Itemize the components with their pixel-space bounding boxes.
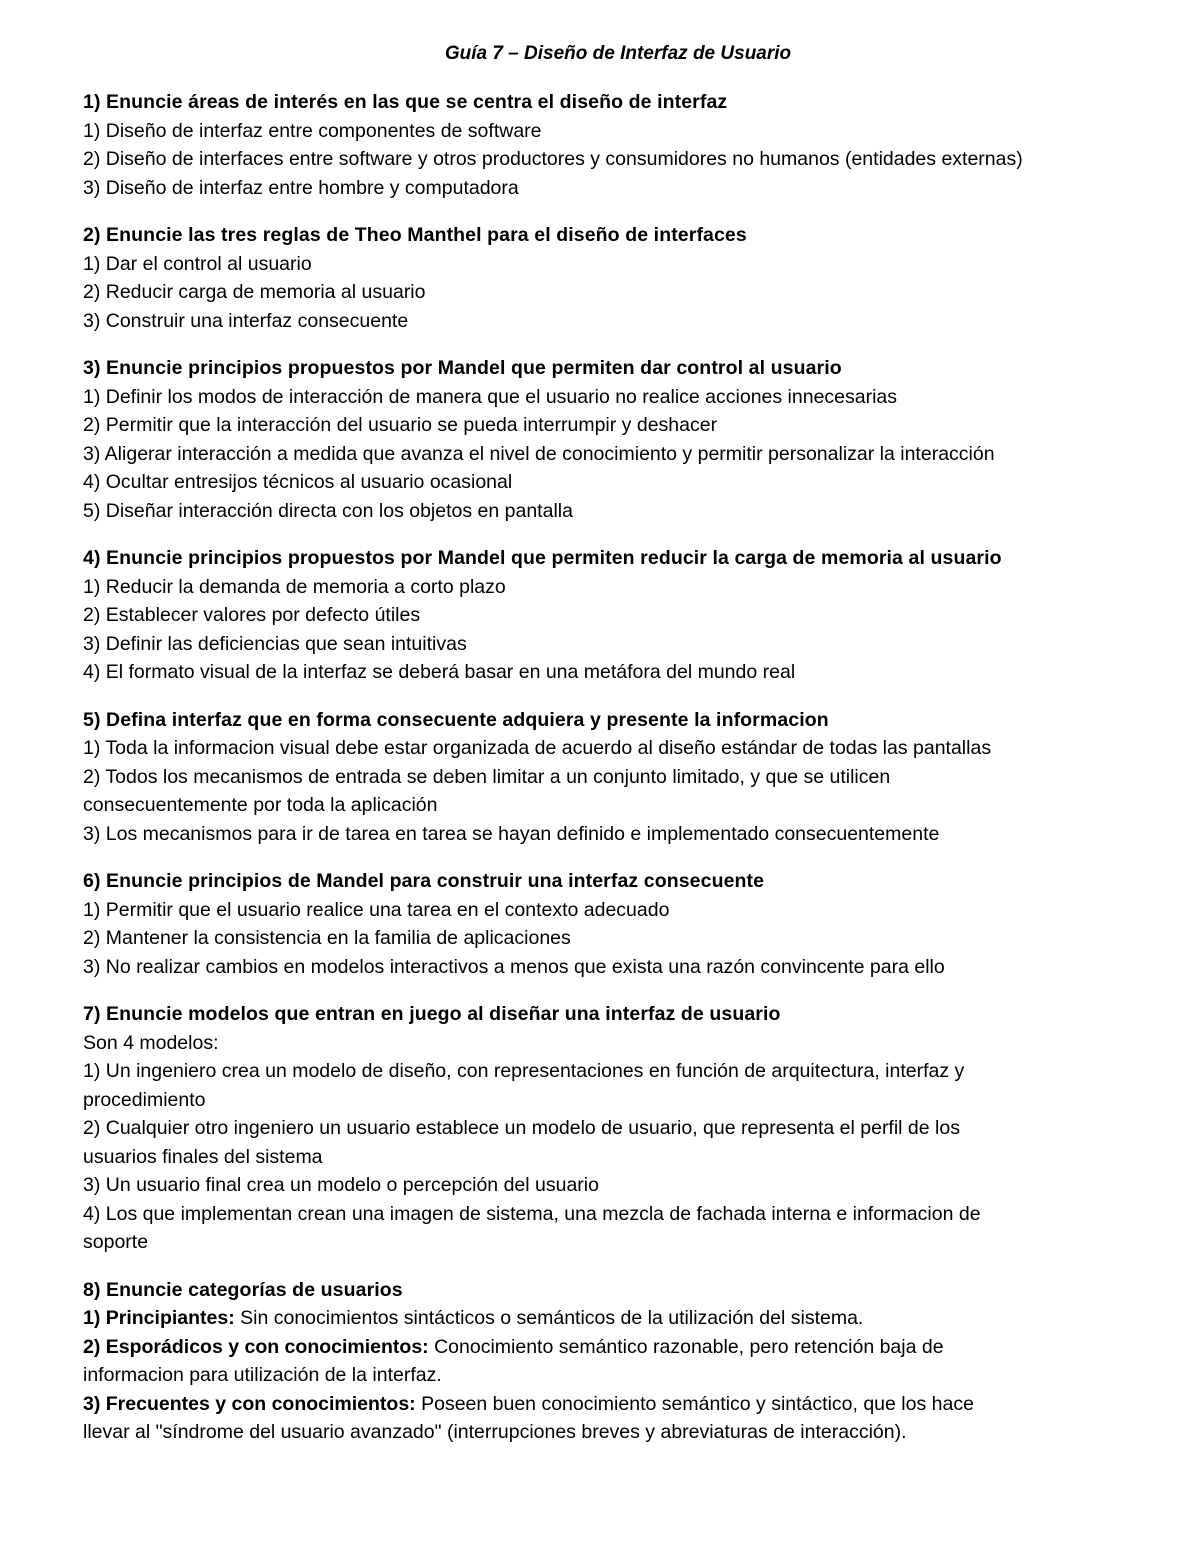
list-item: 1) Toda la informacion visual debe estar organizada de acuerdo al diseño estándar de todas las pantallas: [83, 737, 992, 759]
list-item: 2) Establecer valores por defecto útiles: [83, 604, 421, 626]
category-description-continuation: informacion para utilización de la interfaz.: [83, 1364, 442, 1386]
section-2: [83, 221, 1163, 335]
section-6: [83, 867, 1163, 981]
list-item: 1) Reducir la demanda de memoria a corto plazo: [83, 575, 506, 598]
list-item: 4) El formato visual de la interfaz se deberá basar en una metáfora del mundo real: [83, 661, 796, 683]
list-item: 2) Mantener la consistencia en la familia de aplicaciones: [83, 927, 571, 949]
category-description: Conocimiento semántico razonable, pero retención baja de: [428, 1335, 944, 1358]
list-item: 4) Ocultar entresijos técnicos al usuario ocasional: [83, 471, 513, 493]
list-item: 4) Los que implementan crean una imagen de sistema, una mezcla de fachada interna e informacion de: [83, 1202, 981, 1225]
category-label: 2) Esporádicos y con conocimientos:: [83, 1335, 429, 1358]
list-item: 1) Diseño de interfaz entre componentes de software: [83, 119, 542, 142]
list-item: 1) Definir los modos de interacción de manera que el usuario no realice acciones innecesarias: [83, 385, 898, 408]
section-heading: 4) Enuncie principios propuestos por Mandel que permiten reducir la carga de memoria al usuario: [83, 547, 1002, 569]
list-item: 3) Diseño de interfaz entre hombre y computadora: [83, 176, 519, 199]
list-item: 3) No realizar cambios en modelos interactivos a menos que exista una razón convincente para ello: [83, 955, 945, 978]
user-category-item: [83, 1390, 1163, 1419]
list-item: 1) Permitir que el usuario realice una tarea en el contexto adecuado: [83, 898, 670, 921]
user-category-item: [83, 1304, 1163, 1333]
list-item: 3) Definir las deficiencias que sean intuitivas: [83, 632, 467, 655]
section-heading: 2) Enuncie las tres reglas de Theo Manthel para el diseño de interfaces: [83, 224, 747, 246]
list-item: 3) Construir una interfaz consecuente: [83, 309, 409, 332]
list-item: consecuentemente por toda la aplicación: [83, 794, 438, 816]
list-item: 3) Aligerar interacción a medida que avanza el nivel de conocimiento y permitir personalizar la interacción: [83, 442, 995, 465]
section-heading: 1) Enuncie áreas de interés en las que se centra el diseño de interfaz: [83, 91, 728, 113]
category-description: Poseen buen conocimiento semántico y sintáctico, que los hace: [415, 1392, 974, 1415]
category-description: Sin conocimientos sintácticos o semánticos de la utilización del sistema.: [234, 1307, 864, 1329]
section-heading: 5) Defina interfaz que en forma consecuente adquiera y presente la informacion: [83, 708, 829, 731]
document-title: Guía 7 – Diseño de Interfaz de Usuario: [444, 43, 792, 64]
list-item: 2) Reducir carga de memoria al usuario: [83, 281, 426, 303]
section-heading: 7) Enuncie modelos que entran en juego al diseñar una interfaz de usuario: [83, 1003, 781, 1025]
list-item: 3) Un usuario final crea un modelo o percepción del usuario: [83, 1174, 599, 1196]
category-label: 1) Principiantes:: [83, 1307, 235, 1329]
section-1: [83, 88, 1163, 202]
list-item: 1) Un ingeniero crea un modelo de diseño, con representaciones en función de arquitectura, interfaz y: [83, 1060, 965, 1082]
section-4: [83, 544, 1163, 687]
section-heading: 8) Enuncie categorías de usuarios: [83, 1278, 403, 1301]
list-item: 2) Permitir que la interacción del usuario se pueda interrumpir y deshacer: [83, 414, 718, 436]
list-item: 2) Cualquier otro ingeniero un usuario establece un modelo de usuario, que representa el perfil de los: [83, 1117, 960, 1139]
list-item: 2) Diseño de interfaces entre software y otros productores y consumidores no humanos (entidades externas): [83, 148, 1023, 170]
list-item: 2) Todos los mecanismos de entrada se deben limitar a un conjunto limitado, y que se utilicen: [83, 765, 891, 788]
section-heading: 3) Enuncie principios propuestos por Mandel que permiten dar control al usuario: [83, 357, 842, 379]
list-item: usuarios finales del sistema: [83, 1145, 323, 1168]
document-page: [83, 40, 1163, 1466]
section-heading: 6) Enuncie principios de Mandel para construir una interfaz consecuente: [83, 870, 765, 892]
category-description-continuation: llevar al "síndrome del usuario avanzado" (interrupciones breves y abreviaturas de interacción).: [83, 1421, 907, 1443]
section-5: [83, 706, 1163, 849]
list-item: 5) Diseñar interacción directa con los objetos en pantalla: [83, 499, 573, 522]
user-category-item: [83, 1333, 1163, 1362]
section-3: [83, 354, 1163, 525]
section-7: [83, 1000, 1163, 1257]
category-label: 3) Frecuentes y con conocimientos:: [83, 1392, 416, 1415]
list-item: 3) Los mecanismos para ir de tarea en tarea se hayan definido e implementado consecuentemente: [83, 822, 940, 845]
section-8: [83, 1276, 1163, 1447]
list-item: procedimiento: [83, 1088, 206, 1111]
list-item: 1) Dar el control al usuario: [83, 252, 312, 275]
list-item: soporte: [83, 1231, 149, 1253]
list-item: Son 4 modelos:: [83, 1031, 219, 1054]
